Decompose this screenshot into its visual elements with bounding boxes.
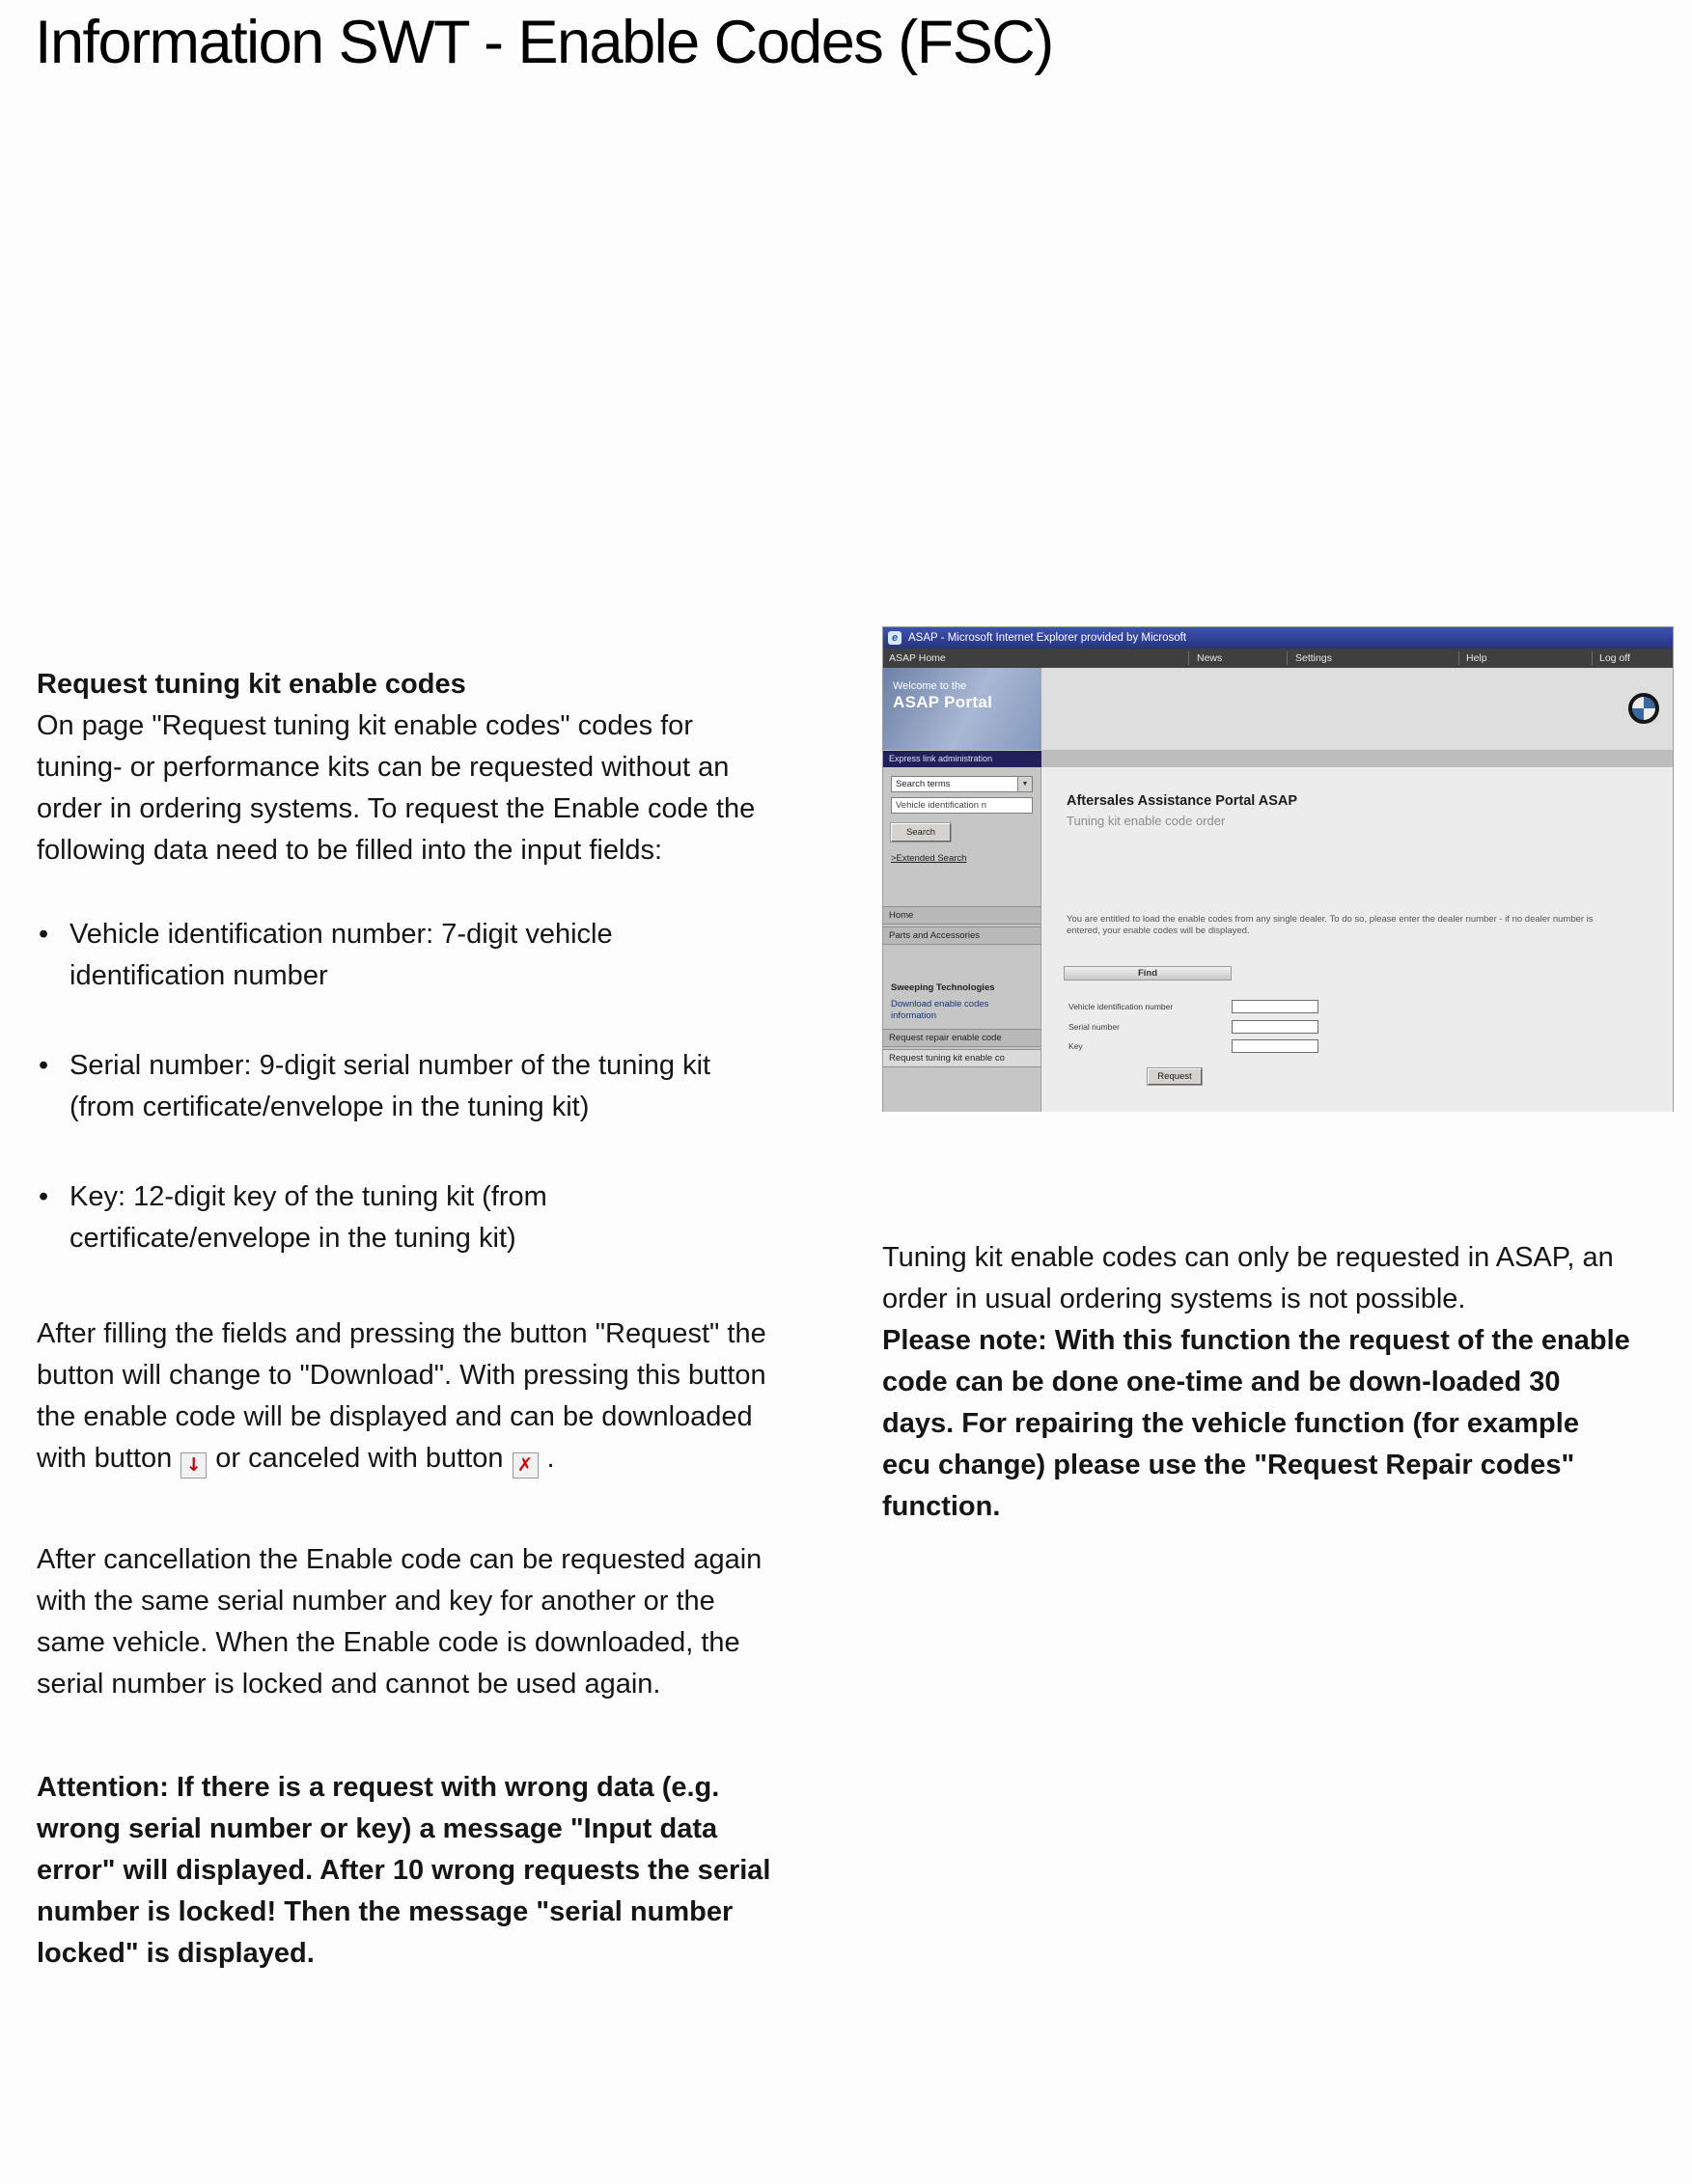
portal-header (883, 668, 1673, 751)
attention-paragraph: Attention: If there is a request with wrong data (e.g. wrong serial number or key) a message "Input data error" will displayed. After 10 wrong requests the serial number is locked! Then the message "serial number locked" is displayed. (37, 1772, 771, 1969)
window-titlebar[interactable] (883, 627, 1673, 649)
express-row (883, 751, 1673, 767)
vin-field-input[interactable] (1232, 1000, 1318, 1013)
portal-name: ASAP Portal (893, 693, 993, 711)
sidebar-item-request-repair-code[interactable]: Request repair enable code (883, 1029, 1040, 1047)
sidebar-item-home[interactable]: Home (883, 906, 1040, 925)
right-column (882, 1237, 1630, 1528)
portal-body-text: You are entitled to load the enable codes from any single dealer. To do so, please enter the dealer number - if no dealer number is entered, your enable codes will be displayed. (1067, 914, 1594, 936)
menu-item-asap-home[interactable]: ASAP Home (889, 652, 946, 664)
request-paragraph (37, 1313, 772, 1479)
sidebar-item-request-tuning-code[interactable]: Request tuning kit enable co (883, 1049, 1040, 1067)
portal-menubar (883, 649, 1673, 668)
vin-field-label: Vehicle identification number (1068, 1002, 1174, 1011)
vehicle-id-search-input[interactable]: Vehicle identification n (891, 797, 1033, 814)
menu-separator (1458, 651, 1459, 665)
cancel-glyph: ✗ (517, 1454, 533, 1476)
left-column (37, 664, 772, 1975)
menu-item-news[interactable]: News (1197, 652, 1223, 664)
welcome-text: Welcome to the (893, 680, 967, 692)
asap-only-paragraph: Tuning kit enable codes can only be requested in ASAP, an order in usual ordering systems is not possible. (882, 1242, 1614, 1314)
menu-separator (1287, 651, 1288, 665)
intro-paragraph: On page "Request tuning kit enable codes" codes for tuning- or performance kits can be requested without an order in ordering systems. To request the Enable code the following data need to be filled into the input fields: (37, 710, 756, 866)
portal-main (1041, 767, 1673, 1112)
portal-subheading: Tuning kit enable code order (1067, 814, 1226, 828)
download-icon (180, 1452, 207, 1479)
download-glyph: ↓ (185, 1454, 202, 1476)
find-button[interactable]: Find (1064, 966, 1232, 981)
request-button[interactable]: Request (1148, 1068, 1202, 1085)
section-heading: Request tuning kit enable codes (37, 669, 466, 700)
cancellation-paragraph: After cancellation the Enable code can be requested again with the same serial number and key for another or the same vehicle. When the Enable code is downloaded, the serial number is locked and cannot be used again. (37, 1544, 763, 1700)
welcome-banner (883, 668, 1041, 750)
window-title: ASAP - Microsoft Internet Explorer provided by Microsoft (908, 632, 1187, 644)
ie-icon: e (888, 631, 901, 645)
list-item-vin: • Vehicle identification number: 7-digit vehicle identification number (37, 914, 772, 997)
menu-item-settings[interactable]: Settings (1295, 652, 1332, 664)
serial-field-input[interactable] (1232, 1020, 1318, 1034)
menu-item-help[interactable]: Help (1466, 652, 1487, 664)
request-paragraph-part2: or canceled with button (215, 1443, 504, 1474)
dropdown-arrow-icon[interactable]: ▼ (1017, 777, 1032, 791)
key-field-label: Key (1068, 1041, 1083, 1051)
please-note-paragraph: Please note: With this function the request of the enable code can be done one-time and be down-loaded 30 days. For repairing the vehicle function (for example ecu change) please use the "Request Repair codes" function. (882, 1325, 1630, 1522)
request-paragraph-part1: After filling the fields and pressing the button "Request" the button will change to "Download". With pressing this button the enable code will be displayed and can be downloaded with button (37, 1318, 766, 1474)
portal-sidebar (883, 767, 1041, 1112)
asap-portal-screenshot (882, 626, 1674, 1112)
cancel-icon (513, 1452, 539, 1479)
list-item-serial: • Serial number: 9-digit serial number of the tuning kit (from certificate/envelope in the tuning kit) (37, 1045, 772, 1128)
menu-separator (1188, 651, 1189, 665)
page-title: Information SWT - Enable Codes (FSC) (35, 9, 1053, 76)
requirements-list (37, 914, 772, 1259)
search-button[interactable]: Search (891, 823, 951, 842)
sidebar-item-download-enable-codes[interactable]: Download enable codes information (891, 999, 989, 1021)
portal-heading: Aftersales Assistance Portal ASAP (1067, 793, 1298, 809)
express-link-admin-bar: Express link administration (883, 751, 1041, 767)
key-field-input[interactable] (1232, 1039, 1318, 1053)
search-terms-dropdown[interactable] (891, 776, 1033, 792)
serial-field-label: Serial number (1068, 1022, 1120, 1032)
extended-search-link[interactable]: >Extended Search (891, 853, 967, 864)
search-terms-value: Search terms (896, 779, 951, 789)
sidebar-section-sweeping-technologies[interactable]: Sweeping Technologies (891, 982, 995, 993)
list-item-key: • Key: 12-digit key of the tuning kit (from certificate/envelope in the tuning kit) (37, 1176, 772, 1259)
sidebar-item-parts-accessories[interactable]: Parts and Accessories (883, 926, 1040, 945)
bmw-logo-icon (1628, 693, 1659, 724)
menu-item-log-off[interactable]: Log off (1599, 652, 1630, 664)
menu-separator (1592, 651, 1593, 665)
request-paragraph-part3: . (546, 1443, 555, 1474)
